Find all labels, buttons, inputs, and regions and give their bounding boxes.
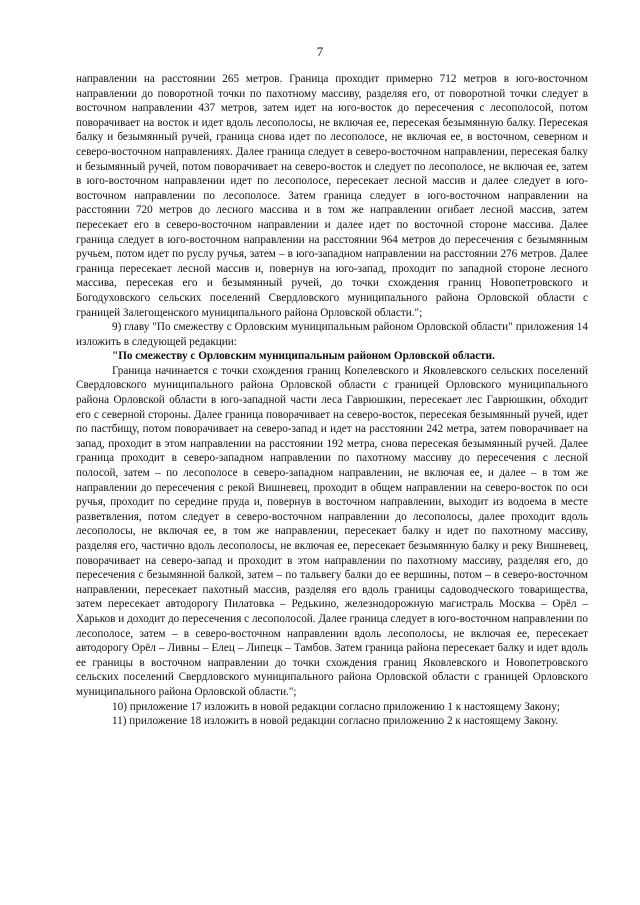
paragraph-item-10: 10) приложение 17 изложить в новой редакции согласно приложению 1 к настоящему Закону; — [112, 700, 560, 713]
paragraph-item-11: 11) приложение 18 изложить в новой редакции согласно приложению 2 к настоящему Закону. — [112, 715, 559, 728]
section-heading: "По смежеству с Орловским муниципальным районом Орловской области. — [112, 350, 495, 363]
page-number: 7 — [316, 44, 324, 59]
paragraph-boundary-description: Граница начинается с точки схождения границ Копелевского и Яковлевского сельских поселений Свердловского муниципального района Орловской области с границей Орловского муниципального района Орловской области в юго-западной части леса Гаврюшкин, пересекает лес Гаврюшкин, обходит его с северной стороны. Далее граница поворачивает на северо-восток, пересекая безымянный ручей, идет по пастбищу, потом поворачивает на северо-запад и идет на расстоянии 242 метра, затем поворачивает на запад, проходит в этом направлении на расстоянии 192 метра, снова пересекая безымянный ручей. Далее граница проходит в северо-западном направлении по пахотному массиву до пересечения с лесной полосой, затем – по лесополосе в северо-западном направлении, не включая ее, и далее – в том же направлении до пересечения с рекой Вишневец, проходит в общем направлении на северо-восток по оси ручья, проходит по середине пруда и, повернув в восточном направлении, выходит из водоема в месте разветвления, потом следует в северо-восточном направлении до лесополосы, далее проходит вдоль лесополосы, не включая ее, в том же направлении, пересекает балку и идет по пахотному массиву, разделяя его, частично вдоль лесополосы, не включая ее, пересекает безымянную балку и реку Вишневец, поворачивает на северо-запад и проходит в этом направлении по пахотному массиву, разделяя его, до пересечения с безымянной балкой, затем – по тальвегу балки до ее вершины, потом – в северо-восточном направлении, пересекает пахотный массив, разделяя его вдоль границы садоводческого товарищества, затем пересекает автодорогу Пилатовка – Редькино, железнодорожную магистраль Москва – Орёл – Харьков и доходит до пересечения с лесополосой. Далее граница следует в юго-восточном направлении по лесополосе, затем – в северо-восточном направлении вдоль лесополосы, не включая ее, пересекает автодорогу Орёл – Ливны – Елец – Липецк – Тамбов. Затем граница района пересекает балку и идет вдоль ее границы в восточном направлении до точки схождения границ Яковлевского и Новопетровского сельских поселений Свердловского муниципального района Орловской области с границей Орловского муниципального района Орловской области."; — [76, 364, 588, 698]
paragraph-continuation: направлении на расстоянии 265 метров. Граница проходит примерно 712 метров в юго-восточном направлении до поворотной точки по пахотному массиву, разделяя его, от поворотной точки следует в восточном направлении 437 метров, затем идет на юго-восток до пересечения с лесополосой, потом поворачивает на восток и идет вдоль лесополосы, не включая ее, пересекая безымянную балку. Пересекая балку и безымянный ручей, граница снова идет по лесополосе, не включая ее, в восточном, северном и северо-восточном направлениях. Далее граница следует в северо-восточном направлении, пересекая балку и безымянный ручей, потом поворачивает на северо-восток и следует по лесополосе, не включая ее, затем в юго-восточном направлении идет по лесополосе, пересекает лесной массив и далее следует в юго-восточном направлении по лесополосе. Затем граница следует в юго-восточном направлении на расстоянии 720 метров до лесного массива и в том же направлении огибает лесной массив, затем пересекает его в северо-восточном направлении и далее идет по восточной стороне массива. Далее граница следует в юго-восточном направлении на расстоянии 964 метров до пересечения с безымянным ручьем, потом идет по руслу ручья, затем – в юго-западном направлении на расстоянии 276 метров. Далее граница пересекает лесной массив и, повернув на юго-запад, проходит по западной стороне лесного массива, пересекая его и безымянный ручей, до точки схождения границ Новопетровского и Богодуховского сельских поселений Свердловского муниципального района Орловской области с границей Залегощенского муниципального района Орловской области."; — [76, 73, 588, 319]
paragraph-item-9: 9) главу "По смежеству с Орловским муниципальным районом Орловской области" приложения 14 изложить в следующей редакции: — [76, 321, 588, 348]
document-body — [76, 72, 588, 729]
